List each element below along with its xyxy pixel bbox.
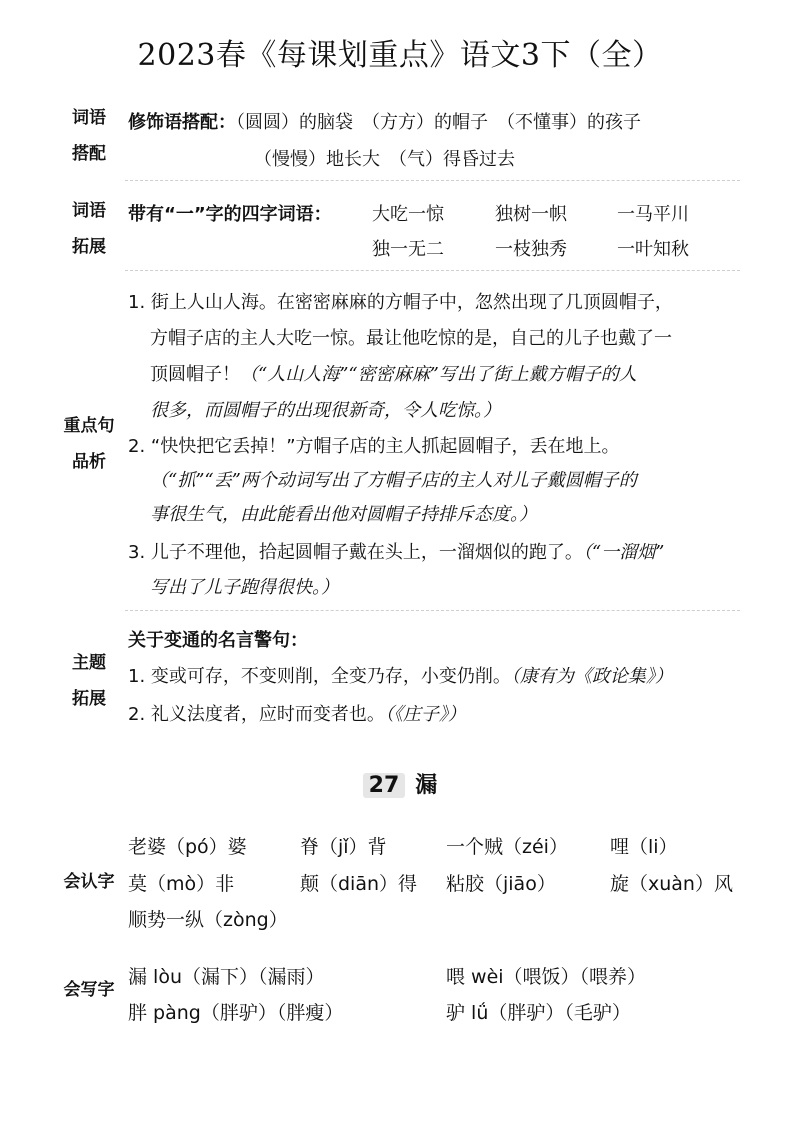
- analysis-item-3-line: [128, 538, 664, 564]
- analysis-item-2-note: （“抓”“丢”两个动词写出了方帽子店的主人对儿子戴圆帽子的: [150, 470, 637, 491]
- analysis-item-1-line: [150, 360, 637, 386]
- expansion-prefix: 带有“一”字的四字词语：: [128, 204, 332, 225]
- analysis-item-1-note: 很多，而圆帽子的出现很新奇，令人吃惊。）: [150, 400, 501, 421]
- analysis-item-1-note: （“人山人海”“密密麻麻”写出了街上戴方帽子的人: [240, 364, 637, 385]
- theme-label-2: 拓展: [72, 689, 106, 709]
- write-word: 驴 lǘ（胖驴）（毛驴）: [446, 1002, 631, 1024]
- theme-label: [58, 645, 120, 717]
- recognize-word: 顺势一纵（zòng）: [128, 909, 288, 931]
- analysis-label-1: 重点句: [63, 416, 115, 436]
- divider: [125, 610, 740, 611]
- expansion-word: 独一无二: [372, 239, 444, 260]
- recognize-word: 颠（diān）得: [300, 873, 418, 895]
- recognize-word: 旋（xuàn）风: [610, 873, 733, 895]
- lesson-title: 漏: [415, 773, 438, 798]
- analysis-item-3-note: （“一溜烟”: [582, 542, 665, 563]
- expansion-word: 一枝独秀: [495, 239, 567, 260]
- lesson-number: 27: [363, 773, 406, 798]
- theme-label-1: 主题: [72, 653, 106, 673]
- recognize-word: 一个贼（zéi）: [446, 836, 568, 858]
- expansion-word: 大吃一惊: [372, 204, 444, 225]
- expansion-word: 一叶知秋: [617, 239, 689, 260]
- collocation-line-2: （慢慢）地长大 （气）得昏过去: [254, 149, 515, 170]
- collocation-label: [58, 100, 120, 172]
- recognize-word: 莫（mò）非: [128, 873, 235, 895]
- recognize-word: 粘胶（jiāo）: [446, 873, 556, 895]
- theme-heading: 关于变通的名言警句：: [128, 630, 308, 651]
- divider: [125, 270, 740, 271]
- recognize-word: 哩（li）: [610, 836, 678, 858]
- lesson-heading: [0, 768, 800, 799]
- collocation-text-1: （圆圆）的脑袋 （方方）的帽子 （不懂事）的孩子: [236, 112, 641, 133]
- theme-line-2: [128, 700, 466, 726]
- recognize-label: 会认字: [63, 872, 115, 892]
- analysis-item-2-line: 2. “快快把它丢掉！”方帽子店的主人抓起圆帽子，丢在地上。: [128, 436, 620, 457]
- expansion-label-2: 拓展: [72, 237, 106, 257]
- page-title: 2023春《每课划重点》语文3下（全）: [137, 38, 663, 73]
- recognize-word: 脊（jǐ）背: [300, 836, 387, 858]
- expansion-word: 一马平川: [617, 204, 689, 225]
- collocation-label-2: 搭配: [72, 144, 106, 164]
- theme-source-2: （《庄子》）: [384, 704, 466, 725]
- analysis-label-2: 品析: [72, 452, 106, 472]
- collocation-line-1: [128, 108, 641, 134]
- analysis-item-1-text: 顶圆帽子！: [150, 364, 240, 385]
- collocation-prefix: 修饰语搭配：: [128, 112, 236, 133]
- write-word: 漏 lòu（漏下）（漏雨）: [128, 966, 325, 988]
- theme-quote-2: 2. 礼义法度者，应时而变者也。: [128, 704, 385, 725]
- theme-source-1: （康有为《政论集》）: [510, 666, 673, 687]
- analysis-item-3-text: 3. 儿子不理他，拾起圆帽子戴在头上，一溜烟似的跑了。: [128, 542, 583, 563]
- expansion-label: [58, 193, 120, 265]
- divider: [125, 180, 740, 181]
- write-label: 会写字: [63, 980, 115, 1000]
- write-word: 喂 wèi（喂饭）（喂养）: [446, 966, 647, 988]
- theme-line-1: [128, 662, 673, 688]
- analysis-item-3-note: 写出了儿子跑得很快。）: [150, 577, 339, 598]
- analysis-item-1-line: 方帽子店的主人大吃一惊。最让他吃惊的是，自己的儿子也戴了一: [150, 328, 672, 349]
- analysis-item-2-note: 事很生气，由此能看出他对圆帽子持排斥态度。）: [150, 504, 537, 525]
- recognize-word: 老婆（pó）婆: [128, 836, 247, 858]
- analysis-label: [58, 408, 120, 480]
- expansion-label-1: 词语: [72, 201, 106, 221]
- write-word: 胖 pàng（胖驴）（胖瘦）: [128, 1002, 344, 1024]
- collocation-label-1: 词语: [72, 108, 106, 128]
- expansion-word: 独树一帜: [495, 204, 567, 225]
- theme-quote-1: 1. 变或可存，不变则削，全变乃存，小变仍削。: [128, 666, 511, 687]
- analysis-item-1-line: 1. 街上人山人海。在密密麻麻的方帽子中，忽然出现了几顶圆帽子，: [128, 292, 673, 313]
